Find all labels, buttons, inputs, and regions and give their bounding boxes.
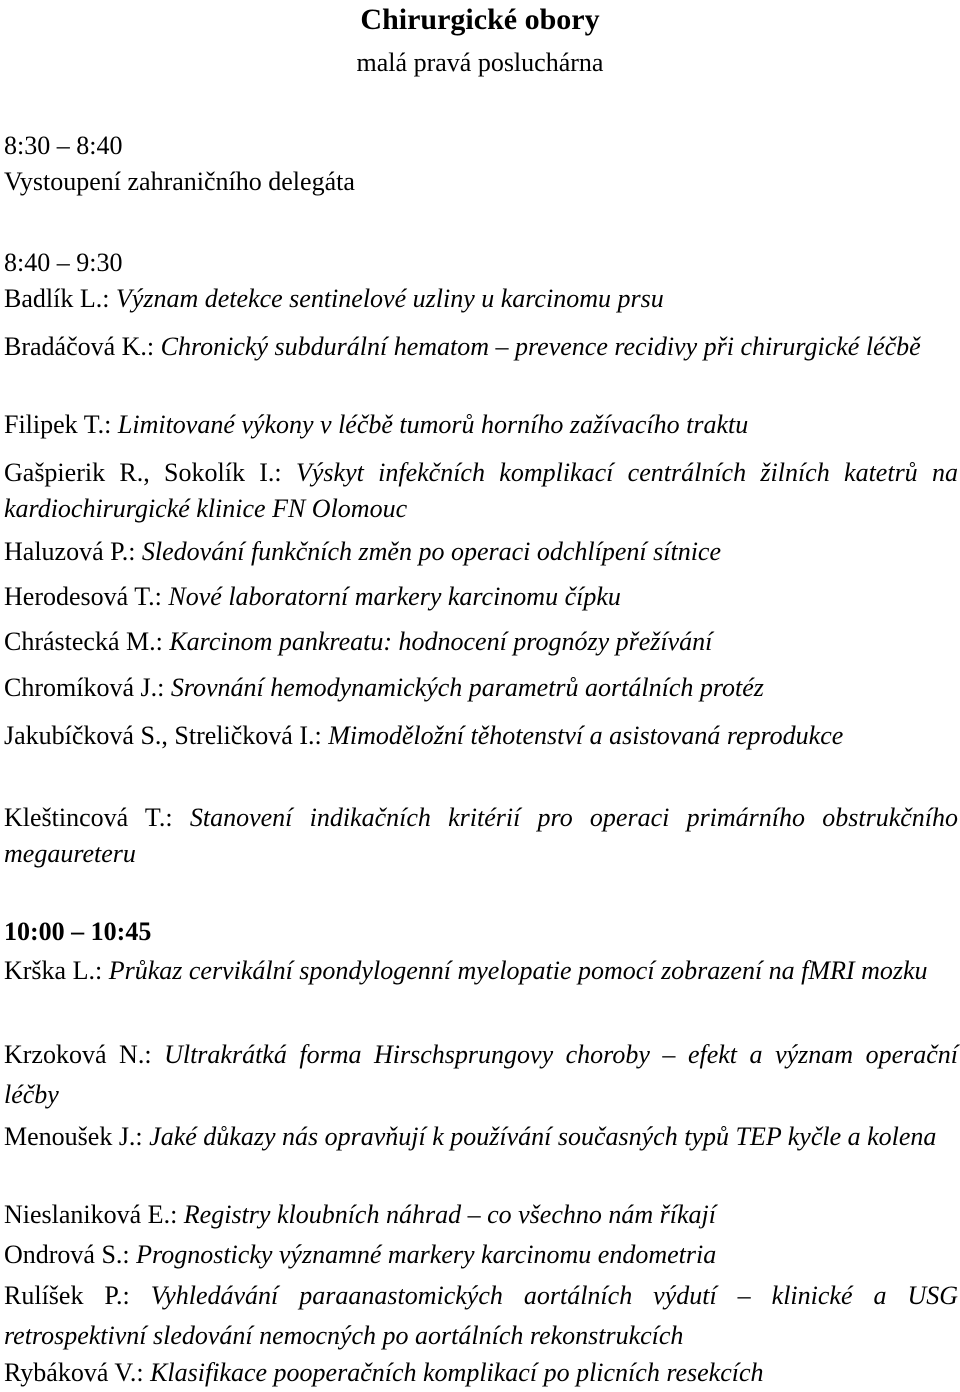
- talk-author: Chrástecká M.:: [4, 627, 163, 656]
- talk-entry: [4, 284, 958, 314]
- talk-entry: [4, 1117, 958, 1157]
- talk-entry: [4, 329, 958, 365]
- talk-entry: [4, 455, 958, 527]
- talk-entry: [4, 673, 958, 703]
- talk-entry: [4, 1200, 958, 1230]
- talk-title: Prognosticky významné markery karcinomu endometria: [136, 1240, 717, 1269]
- talk-author: Kleštincová T.:: [4, 803, 173, 832]
- talk-title: Klasifikace pooperačních komplikací po plicních resekcích: [150, 1358, 764, 1387]
- talk-author: Rybáková V.:: [4, 1358, 144, 1387]
- talk-entry: [4, 1035, 958, 1115]
- talk-author: Nieslaniková E.:: [4, 1200, 178, 1229]
- talk-title: Průkaz cervikální spondylogenní myelopatie pomocí zobrazení na fMRI mozku: [108, 956, 928, 985]
- talk-entry: [4, 1358, 958, 1388]
- page-title: Chirurgické obory: [360, 3, 600, 36]
- talk-title: Stanovení indikačních kritérií pro operaci primárního obstrukčního megaureteru: [4, 803, 959, 868]
- talk-entry: [4, 1276, 958, 1356]
- talk-title: Vyhledávání paraanastomických aortálních výdutí – klinické a USG retrospektivní sledování nemocných po aortálních rekonstrukcích: [4, 1281, 958, 1350]
- talk-entry: [4, 537, 958, 567]
- talk-title: Sledování funkčních změn po operaci odchlípení sítnice: [141, 537, 721, 566]
- talk-title: Chronický subdurální hematom – prevence recidivy při chirurgické léčbě: [160, 332, 921, 361]
- talk-entry: [4, 582, 958, 612]
- talk-entry: [4, 718, 958, 754]
- talk-title: Výskyt infekčních komplikací centrálních žilních katetrů na kardiochirurgické klinice FN Olomouc: [4, 458, 958, 523]
- session-time: 10:00 – 10:45: [4, 917, 152, 946]
- talk-author: Jakubíčková S., Streličková I.:: [4, 721, 322, 750]
- talk-title: Ultrakrátká forma Hirschsprungovy choroby – efekt a význam operační léčby: [4, 1040, 958, 1109]
- talk-author: Herodesová T.:: [4, 582, 162, 611]
- talk-title: Vystoupení zahraničního delegáta: [4, 167, 355, 196]
- talk-title: Nové laboratorní markery karcinomu čípku: [168, 582, 621, 611]
- talk-entry: [4, 800, 958, 872]
- talk-author: Haluzová P.:: [4, 537, 136, 566]
- talk-author: Menoušek J.:: [4, 1122, 143, 1151]
- talk-author: Gašpierik R., Sokolík I.:: [4, 458, 282, 487]
- session-time: 8:30 – 8:40: [4, 131, 123, 160]
- page-subtitle: malá pravá posluchárna: [356, 48, 604, 77]
- talk-title: Registry kloubních náhrad – co všechno nám říkají: [183, 1200, 716, 1229]
- talk-title: Jaké důkazy nás opravňují k používání současných typů TEP kyčle a kolena: [149, 1122, 937, 1151]
- talk-entry: [4, 627, 958, 657]
- talk-entry: [4, 1240, 958, 1270]
- talk-author: Bradáčová K.:: [4, 332, 155, 361]
- talk-author: Filipek T.:: [4, 410, 112, 439]
- talk-title: Význam detekce sentinelové uzliny u karcinomu prsu: [115, 284, 664, 313]
- session-time: 8:40 – 9:30: [4, 248, 123, 277]
- talk-title: Mimoděložní těhotenství a asistovaná reprodukce: [328, 721, 844, 750]
- talk-author: Ondrová S.:: [4, 1240, 130, 1269]
- talk-title: Limitované výkony v léčbě tumorů horního zažívacího traktu: [117, 410, 749, 439]
- talk-title: Karcinom pankreatu: hodnocení prognózy přežívání: [169, 627, 713, 656]
- talk-author: Krzoková N.:: [4, 1040, 152, 1069]
- talk-entry: [4, 953, 958, 989]
- talk-author: Rulíšek P.:: [4, 1281, 130, 1310]
- talk-title: Srovnání hemodynamických parametrů aortálních protéz: [170, 673, 764, 702]
- talk-author: Krška L.:: [4, 956, 103, 985]
- talk-entry: [4, 410, 958, 440]
- talk-author: Chromíková J.:: [4, 673, 165, 702]
- talk-author: Badlík L.:: [4, 284, 110, 313]
